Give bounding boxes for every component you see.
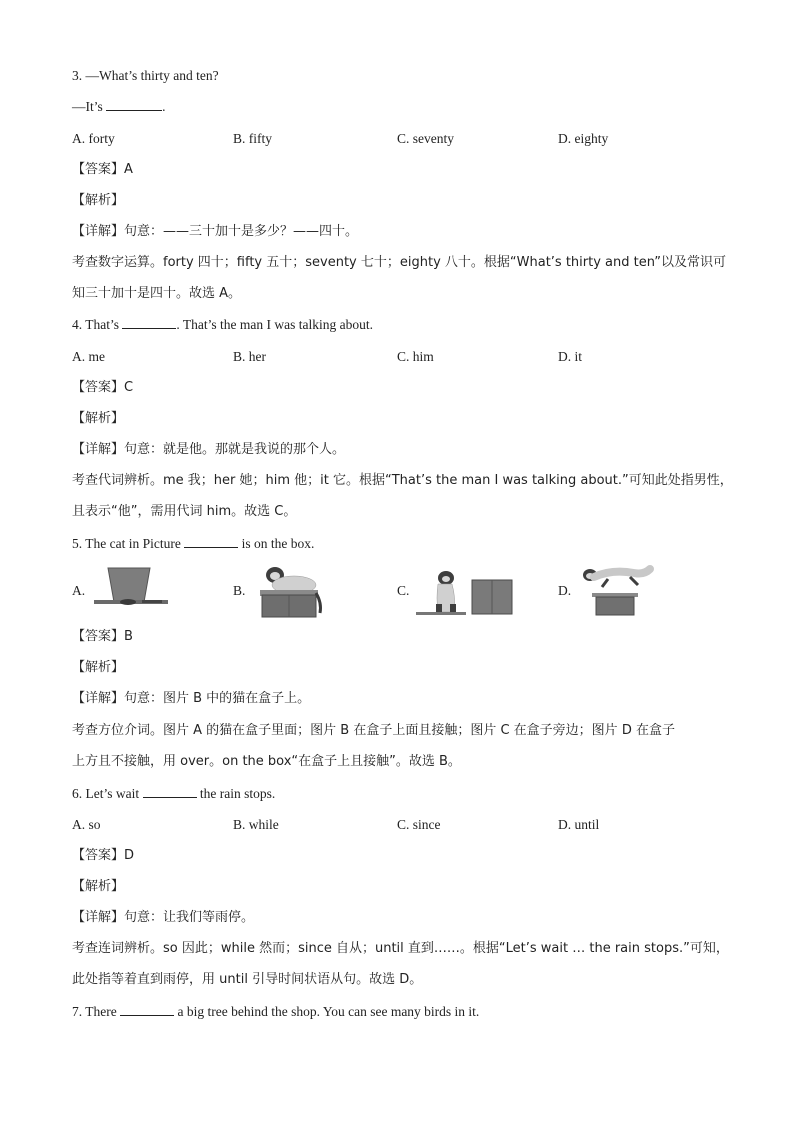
q6-option-a[interactable]: A. so (72, 817, 101, 832)
q4-detail: 【详解】句意：就是他。那就是我说的那个人。 (72, 442, 346, 457)
q5-option-a[interactable]: A. (72, 583, 86, 598)
q5-question-prefix: 5. The cat in Picture (72, 536, 181, 551)
q6-option-b[interactable]: B. while (233, 817, 279, 832)
q6-analysis-label: 【解析】 (72, 879, 125, 894)
q3-option-b[interactable]: B. fifty (233, 131, 272, 146)
q6-option-c[interactable]: C. since (397, 817, 441, 832)
q5-explain-1: 考查方位介词。图片 A 的猫在盒子里面；图片 B 在盒子上面且接触；图片 C 在盒子旁边；图片 D 在盒子 (72, 723, 675, 738)
q3-answer-prefix: —It’s (72, 99, 103, 114)
answer-value: D (124, 848, 135, 863)
answer-label: 【答案】 (72, 629, 125, 644)
q6-detail: 【详解】句意：让我们等雨停。 (72, 910, 255, 925)
q7-question (72, 1003, 479, 1021)
answer-value: B (124, 629, 133, 644)
q6-question-prefix: 6. Let’s wait (72, 786, 140, 801)
answer-value: A (124, 162, 133, 177)
q4-analysis-label: 【解析】 (72, 411, 125, 426)
q7-question-suffix: a big tree behind the shop. You can see many birds in it. (177, 1004, 480, 1019)
q5-option-b[interactable]: B. (233, 583, 246, 598)
q6-option-d[interactable]: D. until (558, 817, 600, 832)
q5-question-suffix: is on the box. (241, 536, 315, 551)
q4-answer (72, 379, 133, 397)
answer-value: C (124, 380, 134, 395)
q4-option-b[interactable]: B. her (233, 349, 266, 364)
q4-option-d[interactable]: D. it (558, 349, 583, 364)
q4-option-c[interactable]: C. him (397, 349, 434, 364)
q3-detail: 【详解】句意：——三十加十是多少？——四十。 (72, 224, 359, 239)
q3-answer (72, 161, 133, 179)
q7-blank[interactable] (120, 1003, 174, 1016)
q3-option-c[interactable]: C. seventy (397, 131, 454, 146)
q4-question-prefix: 4. That’s (72, 317, 119, 332)
q3-explain-1: 考查数字运算。forty 四十；fifty 五十；seventy 七十；eighty 八十。根据“What’s thirty and ten”以及常识可 (72, 255, 726, 270)
q5-blank[interactable] (184, 535, 238, 548)
q6-explain-2: 此处指等着直到雨停，用 until 引导时间状语从句。故选 D。 (72, 972, 423, 987)
q4-explain-1: 考查代词辨析。me 我；her 她；him 他；it 它。根据“That’s the man I was talking about.”可知此处指男性， (72, 473, 733, 488)
q4-blank[interactable] (122, 316, 176, 329)
q4-explain-2: 且表示“他”，需用代词 him。故选 C。 (72, 504, 297, 519)
answer-label: 【答案】 (72, 162, 125, 177)
q6-question-suffix: the rain stops. (199, 786, 276, 801)
q3-question: 3. —What’s thirty and ten? (72, 68, 219, 83)
q5-option-c[interactable]: C. (397, 583, 410, 598)
q5-option-d[interactable]: D. (558, 583, 572, 598)
q7-question-prefix: 7. There (72, 1004, 117, 1019)
q5-picture-d-cat-over-box[interactable] (578, 565, 656, 617)
q5-picture-c-cat-beside-box[interactable] (416, 568, 516, 616)
q6-blank[interactable] (143, 785, 197, 798)
q3-explain-2: 知三十加十是四十。故选 A。 (72, 286, 242, 301)
q5-analysis-label: 【解析】 (72, 660, 125, 675)
q3-answer-suffix: . (162, 99, 166, 114)
q3-option-d[interactable]: D. eighty (558, 131, 609, 146)
q6-explain-1: 考查连词辨析。so 因此；while 然而；since 自从；until 直到……。根据“Let’s wait … the rain stops.”可知， (72, 941, 729, 956)
q5-explain-2: 上方且不接触，用 over。on the box“在盒子上且接触”。故选 B。 (72, 754, 461, 769)
q6-answer (72, 847, 134, 865)
q5-picture-a-cat-in-box[interactable] (94, 566, 168, 610)
q3-answer-line (72, 98, 166, 116)
answer-label: 【答案】 (72, 848, 125, 863)
q3-blank[interactable] (106, 98, 162, 111)
q4-question (72, 316, 373, 334)
q6-question (72, 785, 275, 803)
answer-label: 【答案】 (72, 380, 125, 395)
q5-question (72, 535, 314, 553)
q5-detail: 【详解】句意：图片 B 中的猫在盒子上。 (72, 691, 311, 706)
q3-option-a[interactable]: A. forty (72, 131, 115, 146)
q4-question-suffix: . That’s the man I was talking about. (176, 317, 373, 332)
q4-option-a[interactable]: A. me (72, 349, 105, 364)
q3-analysis-label: 【解析】 (72, 193, 125, 208)
q5-picture-b-cat-on-box[interactable] (254, 563, 326, 619)
q5-answer (72, 628, 133, 646)
